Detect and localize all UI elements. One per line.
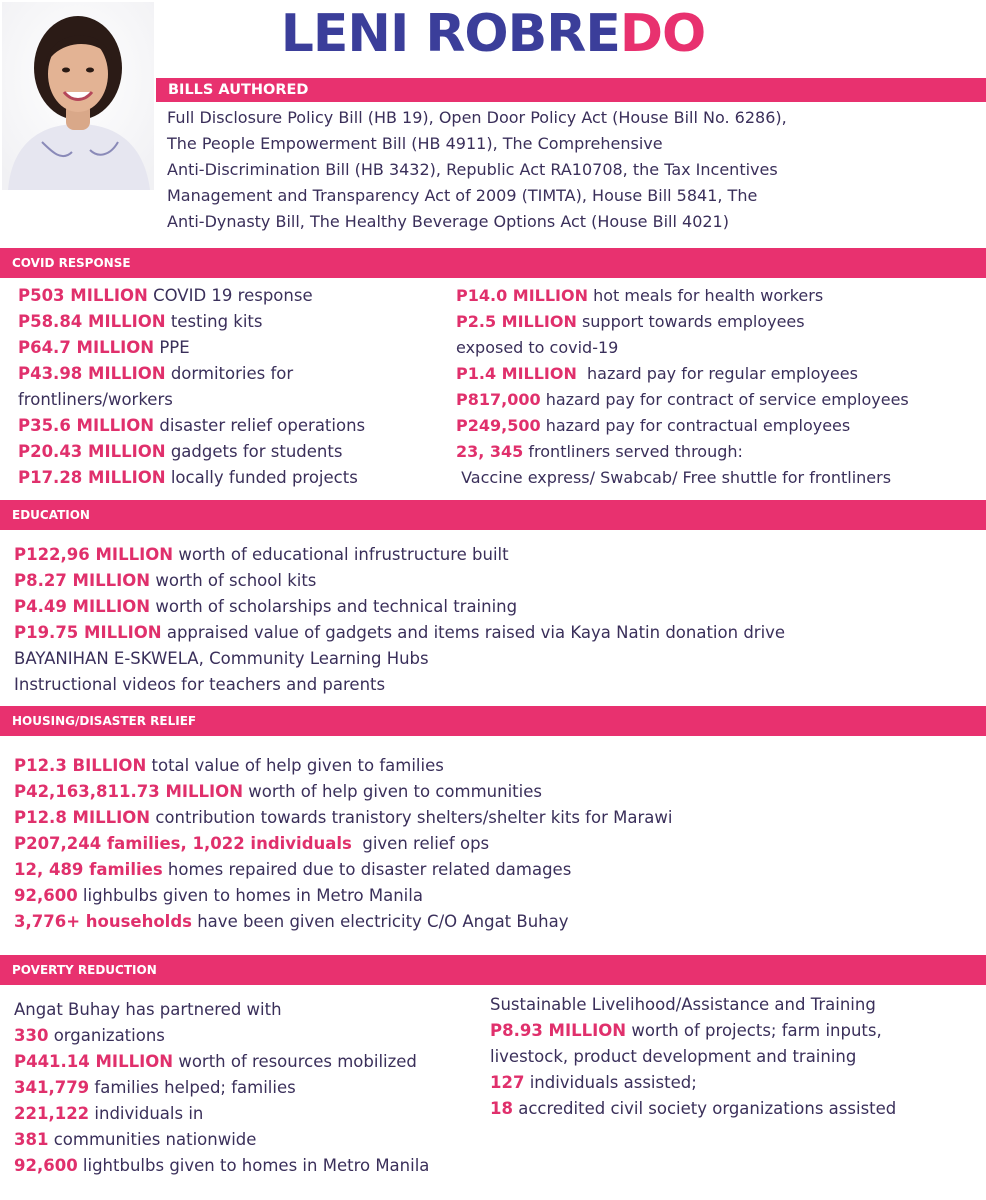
- housing-item: [14, 883, 974, 909]
- poverty-desc: organizations: [48, 1026, 165, 1045]
- covid-amount: P14.0 MILLION: [456, 286, 588, 305]
- covid-desc: exposed to covid-19: [456, 338, 619, 357]
- poverty-desc: Sustainable Livelihood/Assistance and Training: [490, 995, 876, 1014]
- education-desc: worth of school kits: [150, 571, 317, 590]
- poverty-desc: individuals assisted;: [524, 1073, 697, 1092]
- housing-desc: contribution towards tranistory shelters/shelter kits for Marawi: [150, 808, 673, 827]
- education-list: [14, 542, 974, 698]
- poverty-item: [14, 1049, 492, 1075]
- covid-amount: P35.6 MILLION: [18, 416, 155, 435]
- title-main: LENI ROBRE: [280, 4, 620, 64]
- poverty-amount: P441.14 MILLION: [14, 1052, 174, 1071]
- poverty-item: [14, 1153, 492, 1179]
- covid-desc: support towards employees: [576, 312, 805, 331]
- housing-item: [14, 779, 974, 805]
- housing-item: [14, 753, 974, 779]
- poverty-item: [14, 1127, 492, 1153]
- covid-item: [456, 465, 984, 491]
- poverty-item: [490, 1018, 984, 1044]
- covid-desc: COVID 19 response: [147, 286, 313, 305]
- covid-amount: P817,000: [456, 390, 541, 409]
- housing-item: [14, 805, 974, 831]
- covid-item: [18, 387, 448, 413]
- covid-item: [18, 283, 448, 309]
- covid-item: [456, 361, 984, 387]
- housing-list: [14, 753, 974, 935]
- covid-amount: P503 MILLION: [18, 286, 148, 305]
- bills-heading: BILLS AUTHORED: [168, 82, 309, 98]
- title-accent: DO: [619, 4, 706, 64]
- housing-desc: given relief ops: [351, 834, 490, 853]
- covid-amount: P43.98 MILLION: [18, 364, 166, 383]
- housing-amount: 3,776+ households: [14, 912, 192, 931]
- covid-amount: 23, 345: [456, 442, 524, 461]
- poverty-right-list: [490, 992, 984, 1122]
- covid-item: [18, 439, 448, 465]
- covid-item: [18, 335, 448, 361]
- poverty-desc: accredited civil society organizations assisted: [512, 1099, 897, 1118]
- education-heading-bar: [0, 500, 986, 530]
- covid-amount: P64.7 MILLION: [18, 338, 155, 357]
- covid-item: [456, 283, 984, 309]
- poverty-item: [14, 1023, 492, 1049]
- poverty-amount: 330: [14, 1026, 49, 1045]
- covid-item: [18, 465, 448, 491]
- covid-desc: hot meals for health workers: [587, 286, 824, 305]
- covid-heading: COVID RESPONSE: [12, 256, 131, 270]
- housing-amount: P12.8 MILLION: [14, 808, 151, 827]
- poverty-left-list: [14, 997, 492, 1179]
- bills-line: Anti-Discrimination Bill (HB 3432), Republic Act RA10708, the Tax Incentives: [167, 160, 778, 179]
- poverty-desc: individuals in: [89, 1104, 204, 1123]
- education-amount: P19.75 MILLION: [14, 623, 162, 642]
- poverty-heading-bar: [0, 955, 986, 985]
- poverty-desc: communities nationwide: [48, 1130, 257, 1149]
- education-item: [14, 568, 974, 594]
- education-desc: worth of scholarships and technical training: [150, 597, 518, 616]
- poverty-amount: 341,779: [14, 1078, 90, 1097]
- housing-heading: HOUSING/DISASTER RELIEF: [12, 714, 197, 728]
- housing-item: [14, 909, 974, 935]
- covid-desc: frontliners served through:: [523, 442, 743, 461]
- covid-desc: disaster relief operations: [154, 416, 366, 435]
- housing-amount: P12.3 BILLION: [14, 756, 147, 775]
- housing-amount: 12, 489 families: [14, 860, 163, 879]
- housing-amount: P207,244 families, 1,022 individuals: [14, 834, 352, 853]
- poverty-amount: 92,600: [14, 1156, 78, 1175]
- poverty-amount: P8.93 MILLION: [490, 1021, 627, 1040]
- covid-desc: frontliners/workers: [18, 390, 173, 409]
- housing-desc: lighbulbs given to homes in Metro Manila: [77, 886, 423, 905]
- bills-line: The People Empowerment Bill (HB 4911), The Comprehensive: [167, 134, 663, 153]
- covid-heading-bar: [0, 248, 986, 278]
- covid-amount: P249,500: [456, 416, 541, 435]
- covid-desc: hazard pay for regular employees: [576, 364, 858, 383]
- page-title: [0, 4, 986, 64]
- covid-desc: Vaccine express/ Swabcab/ Free shuttle for frontliners: [456, 468, 892, 487]
- poverty-item: [490, 1096, 984, 1122]
- education-amount: P8.27 MILLION: [14, 571, 151, 590]
- covid-left-list: [18, 283, 448, 491]
- housing-heading-bar: [0, 706, 986, 736]
- poverty-item: [490, 1044, 984, 1070]
- education-desc: worth of educational infrustructure built: [173, 545, 509, 564]
- covid-desc: locally funded projects: [165, 468, 358, 487]
- housing-item: [14, 857, 974, 883]
- housing-amount: 92,600: [14, 886, 78, 905]
- covid-desc: hazard pay for contractual employees: [540, 416, 851, 435]
- poverty-item: [14, 1101, 492, 1127]
- education-item: [14, 594, 974, 620]
- education-desc: BAYANIHAN E-SKWELA, Community Learning Hubs: [14, 649, 429, 668]
- bills-list: [167, 105, 977, 235]
- covid-amount: P17.28 MILLION: [18, 468, 166, 487]
- covid-desc: hazard pay for contract of service employees: [540, 390, 909, 409]
- housing-desc: worth of help given to communities: [243, 782, 542, 801]
- covid-desc: dormitories for: [165, 364, 294, 383]
- poverty-desc: lightbulbs given to homes in Metro Manila: [77, 1156, 430, 1175]
- education-item: [14, 620, 974, 646]
- covid-item: [456, 439, 984, 465]
- covid-item: [18, 309, 448, 335]
- covid-amount: P1.4 MILLION: [456, 364, 577, 383]
- housing-desc: total value of help given to families: [146, 756, 444, 775]
- poverty-amount: 127: [490, 1073, 525, 1092]
- bills-line: Anti-Dynasty Bill, The Healthy Beverage Options Act (House Bill 4021): [167, 212, 729, 231]
- covid-item: [18, 413, 448, 439]
- poverty-amount: 221,122: [14, 1104, 90, 1123]
- poverty-heading: POVERTY REDUCTION: [12, 963, 157, 977]
- housing-amount: P42,163,811.73 MILLION: [14, 782, 244, 801]
- education-item: [14, 672, 974, 698]
- housing-desc: homes repaired due to disaster related damages: [162, 860, 572, 879]
- covid-item: [18, 361, 448, 387]
- housing-desc: have been given electricity C/O Angat Buhay: [191, 912, 569, 931]
- poverty-amount: 381: [14, 1130, 49, 1149]
- poverty-item: [490, 1070, 984, 1096]
- covid-desc: testing kits: [165, 312, 263, 331]
- education-desc: Instructional videos for teachers and parents: [14, 675, 386, 694]
- poverty-desc: Angat Buhay has partnered with: [14, 1000, 282, 1019]
- covid-item: [456, 413, 984, 439]
- poverty-desc: worth of projects; farm inputs,: [626, 1021, 882, 1040]
- poverty-desc: worth of resources mobilized: [173, 1052, 417, 1071]
- poverty-item: [490, 992, 984, 1018]
- bills-line: Management and Transparency Act of 2009 (TIMTA), House Bill 5841, The: [167, 186, 758, 205]
- covid-item: [456, 387, 984, 413]
- covid-item: [456, 309, 984, 335]
- housing-item: [14, 831, 974, 857]
- covid-amount: P58.84 MILLION: [18, 312, 166, 331]
- covid-item: [456, 335, 984, 361]
- education-item: [14, 542, 974, 568]
- education-amount: P4.49 MILLION: [14, 597, 151, 616]
- covid-desc: gadgets for students: [165, 442, 343, 461]
- education-desc: appraised value of gadgets and items raised via Kaya Natin donation drive: [161, 623, 786, 642]
- education-heading: EDUCATION: [12, 508, 90, 522]
- bills-line: Full Disclosure Policy Bill (HB 19), Open Door Policy Act (House Bill No. 6286),: [167, 108, 787, 127]
- poverty-desc: livestock, product development and training: [490, 1047, 857, 1066]
- education-amount: P122,96 MILLION: [14, 545, 174, 564]
- covid-amount: P20.43 MILLION: [18, 442, 166, 461]
- education-item: [14, 646, 974, 672]
- covid-desc: PPE: [154, 338, 190, 357]
- bills-heading-bar: [156, 78, 986, 102]
- poverty-item: [14, 1075, 492, 1101]
- poverty-amount: 18: [490, 1099, 513, 1118]
- poverty-item: [14, 997, 492, 1023]
- covid-amount: P2.5 MILLION: [456, 312, 577, 331]
- covid-right-list: [456, 283, 984, 491]
- poverty-desc: families helped; families: [89, 1078, 296, 1097]
